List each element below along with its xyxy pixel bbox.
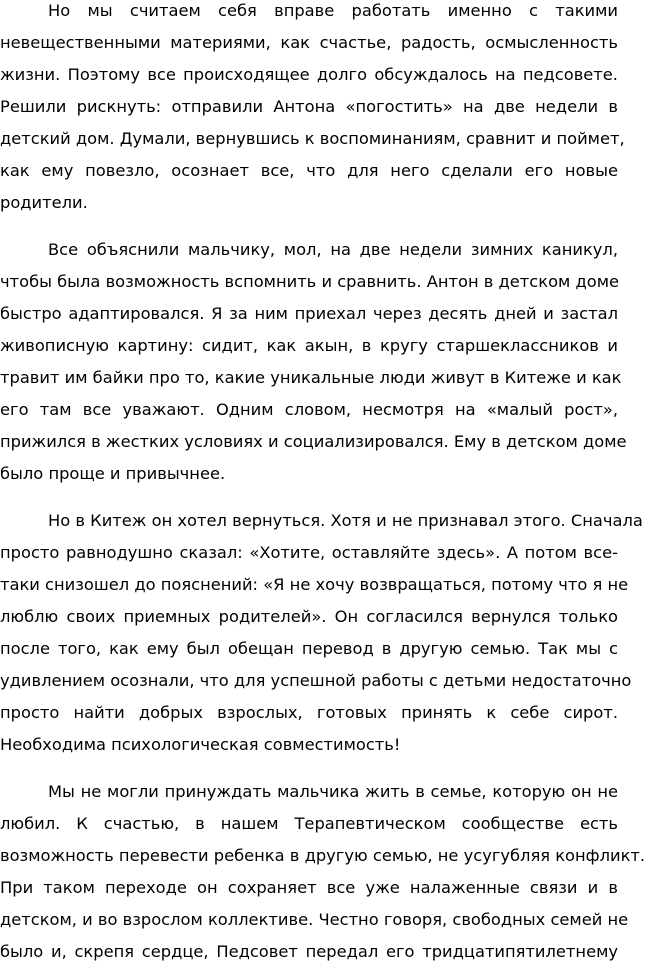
text-line: жизни. Поэтому все происходящее долго обсуждалось на педсовете.	[0, 65, 618, 84]
text-line: быстро адаптировался. Я за ним приехал через десять дней и застал	[0, 304, 618, 323]
text-line: возможность перевести ребенка в другую семью, не усугубляя конфликт.	[0, 846, 645, 865]
text-line: было проще и привычнее.	[0, 464, 226, 483]
text-line: детский дом. Думали, вернувшись к воспоминаниям, сравнит и поймет,	[0, 129, 625, 148]
text-line: детском, и во взрослом коллективе. Честно говоря, свободных семей не	[0, 910, 629, 929]
text-line: Но в Китеж он хотел вернуться. Хотя и не признавал этого. Сначала	[48, 511, 643, 530]
text-line: чтобы была возможность вспомнить и сравнить. Антон в детском доме	[0, 272, 620, 291]
text-line: прижился в жестких условиях и социализировался. Ему в детском доме	[0, 432, 627, 451]
text-line: невещественными материями, как счастье, радость, осмысленность	[0, 33, 618, 52]
text-line: Все объяснили мальчику, мол, на две недели зимних каникул,	[48, 240, 618, 259]
text-line: его там все уважают. Одним словом, несмотря на «малый рост»,	[0, 400, 618, 419]
text-line: было и, скрепя сердце, Педсовет передал его тридцатипятилетнему	[0, 942, 618, 961]
text-line: Но мы считаем себя вправе работать именно с такими	[48, 1, 618, 20]
text-line: травит им байки про то, какие уникальные люди живут в Китеже и как	[0, 368, 622, 387]
text-line: живописную картину: сидит, как акын, в кругу старшеклассников и	[0, 336, 618, 355]
text-line: любил. К счастью, в нашем Терапевтическом сообществе есть	[0, 814, 618, 833]
text-line: после того, как ему был обещан перевод в другую семью. Так мы с	[0, 639, 618, 658]
text-line: таки снизошел до пояснений: «Я не хочу возвращаться, потому что я не	[0, 575, 629, 594]
text-line: При таком переходе он сохраняет все уже налаженные связи и в	[0, 878, 618, 897]
text-line: просто равнодушно сказал: «Хотите, оставляйте здесь». А потом все-	[0, 543, 618, 562]
text-line: Мы не могли принуждать мальчика жить в семье, которую он не	[48, 782, 618, 801]
text-line: люблю своих приемных родителей». Он согласился вернулся только	[0, 607, 618, 626]
text-line: удивлением осознали, что для успешной работы с детьми недостаточно	[0, 671, 632, 690]
text-line: просто найти добрых взрослых, готовых принять к себе сирот.	[0, 703, 618, 722]
text-line: Необходима психологическая совместимость!	[0, 735, 401, 754]
text-line: родители.	[0, 193, 88, 212]
text-line: Решили рискнуть: отправили Антона «погостить» на две недели в	[0, 97, 618, 116]
text-line: как ему повезло, осознает все, что для него сделали его новые	[0, 161, 618, 180]
